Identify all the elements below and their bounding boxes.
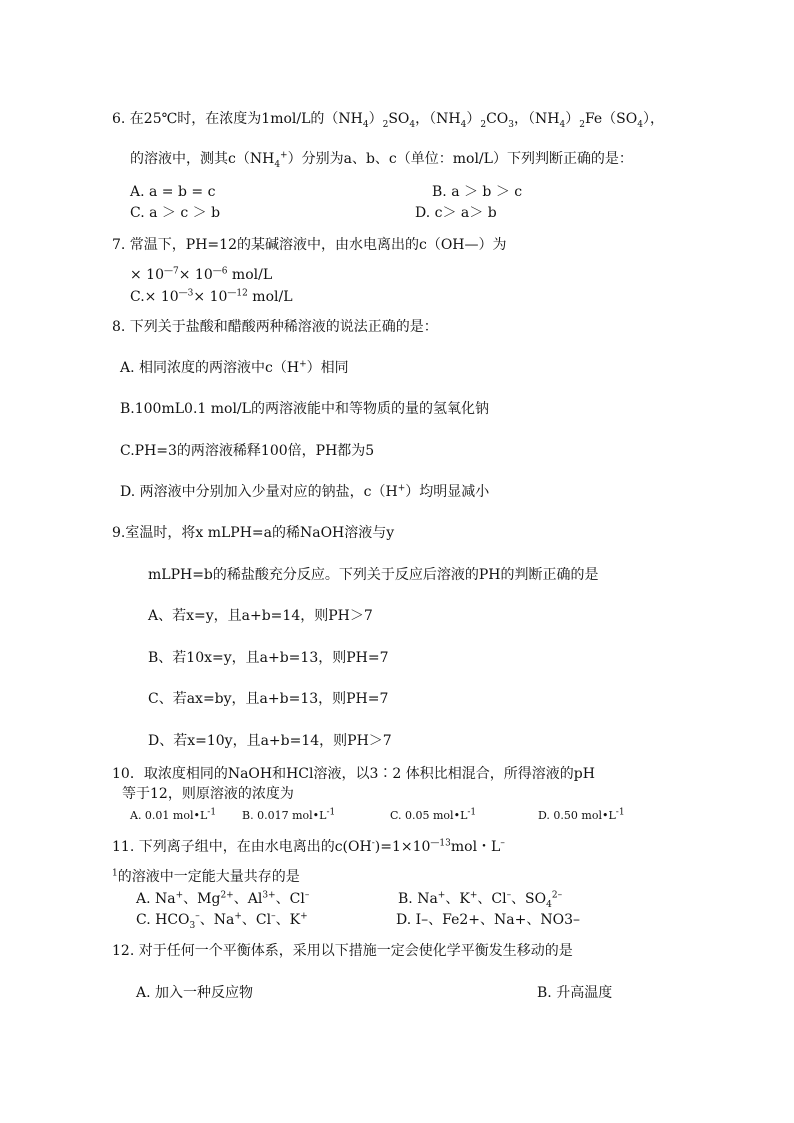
q9-stem-line1: 9.室温时，将x mLPH=a的稀NaOH溶液与y (112, 525, 395, 541)
q11-option-d: D. I–、Fe2+、Na+、NO3– (396, 912, 580, 928)
q12-stem: 12. 对于任何一个平衡体系，采用以下措施一定会使化学平衡发生移动的是 (112, 943, 573, 959)
q12-option-b: B. 升高温度 (537, 985, 613, 1001)
q7-stem: 7. 常温下，PH=12的某碱溶液中，由水电离出的c（OH—）为 (112, 237, 507, 253)
q6-option-d: D. c＞ a＞ b (415, 205, 497, 221)
q7-options-ab: × $10^{—7}\times 10^{—6}$ mol/L (130, 266, 273, 283)
q11-stem-line2: $^1$的溶液中一定能大量共存的是 (112, 868, 300, 885)
q9-stem-line2: mLPH=b的稀盐酸充分反应。下列关于反应后溶液的PH的判断正确的是 (148, 567, 599, 583)
q8-option-d: D. 两溶液中分别加入少量对应的钠盐，c（H+）均明显减小 (120, 483, 490, 500)
q6-option-b: B. a ＞ b ＞ c (432, 184, 523, 200)
q10-option-b: B. 0.017 $mol•L^{-1}$ (242, 807, 336, 822)
q7-options-cd: $C.\times 10^{—3}\times 10^{—12}$ mol/L (130, 288, 293, 305)
q9-option-d: D、若x=10y，且a+b=14，则PH＞7 (148, 733, 392, 749)
q6-stem-line2: 的溶液中，测其$c(NH_4^+)$分别为a、b、c（单位：mol/L）下列判断正确的是： (130, 150, 633, 170)
q10-option-c: C. 0.05 $mol•L^{-1}$ (390, 807, 477, 822)
q11-option-c: C. $HCO_3^-$、Na+、Cl–、K+ (136, 911, 308, 931)
q10-stem-line1: 10．取浓度相同的NaOH和HCl溶液，以3∶2 体积比相混合，所得溶液的pH (112, 766, 595, 782)
q9-option-c: C、若ax=by，且a+b=13，则PH=7 (148, 691, 389, 707)
q8-option-a: A. 相同浓度的两溶液中c（H+）相同 (120, 359, 349, 376)
q6-option-c: C. a ＞ c ＞ b (130, 205, 221, 221)
q11-stem-line1: 11. 下列离子组中，在由水电离出的$c(OH^-)=1\times 10^{—13}mol$・L– (112, 838, 505, 855)
q9-option-a: A、若x=y，且a+b=14，则PH＞7 (148, 608, 373, 624)
q12-option-a: A. 加入一种反应物 (136, 985, 254, 1001)
q11-option-a: A. Na+、$Mg^{2+}$、$Al^{3+}$、Cl– (136, 890, 310, 907)
q9-option-b: B、若10x=y，且a+b=13，则PH=7 (148, 650, 389, 666)
q10-stem-line2: 等于12，则原溶液的浓度为 (122, 786, 294, 802)
q6-stem: 6. 在25℃时，在浓度为1mol/L的$(NH_4)_2SO_4$，$(NH_4)_2CO_3$，$(NH_4)_2Fe(SO_4)$， (112, 111, 664, 130)
q8-option-b: B.100mL0.1 mol/L的两溶液能中和等物质的量的氢氧化钠 (120, 401, 489, 417)
q10-option-a: A. 0.01 $mol•L^{-1}$ (130, 807, 217, 822)
q8-option-c: C.PH=3的两溶液稀释100倍，PH都为5 (120, 443, 375, 459)
q8-stem: 8. 下列关于盐酸和醋酸两种稀溶液的说法正确的是： (112, 319, 438, 335)
q6-option-a: A. a = b = c (130, 184, 216, 200)
q10-option-d: D. 0.50 $mol•L^{-1}$ (538, 807, 625, 822)
q11-option-b: B. Na+、K+、Cl–、$SO_4^{2-}$ (398, 890, 563, 910)
